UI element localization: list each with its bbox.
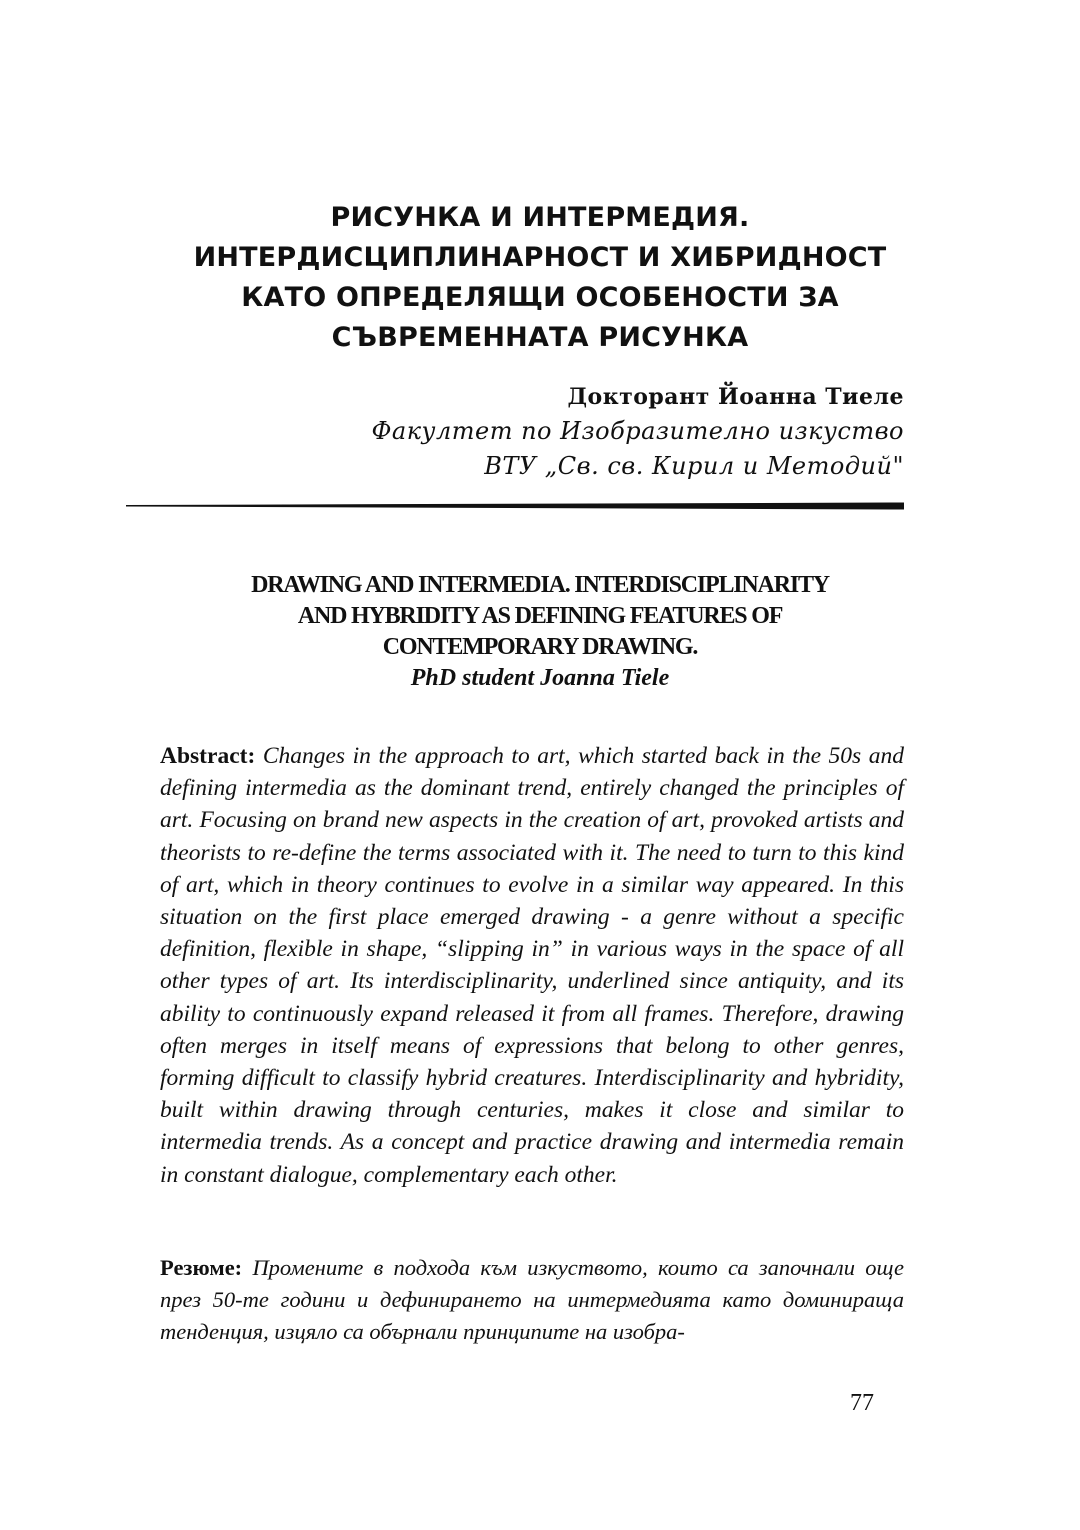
english-title: [100, 570, 980, 694]
abstract-paragraph: [160, 740, 904, 1191]
bulgarian-title: [100, 198, 980, 358]
bulgarian-title-line: РИСУНКА И ИНТЕРМЕДИЯ.: [330, 202, 750, 233]
bulgarian-title-line: СЪВРЕМЕННАТА РИСУНКА: [331, 322, 749, 353]
bulgarian-title-line: КАТО ОПРЕДЕЛЯЩИ ОСОБЕНОСТИ ЗА: [241, 282, 839, 313]
abstract-text: Changes in the approach to art, which started back in the 50s and defining intermedia as the dominant trend, entirely changed the principles of art. Focusing on brand new aspects in the creation of art, provoked artists and theorists to re-define the terms associated with it. The need to turn to this kind of art, which in theory continues to evolve in a similar way appeared. In this situation on the first place emerged drawing - a genre without a specific definition, flexible in shape, “slipping in” in various ways in the space of all other types of art. Its interdisciplinarity, underlined since antiquity, and its ability to continuously expand released it from all frames. Therefore, drawing often merges in itself means of expressions that belong to other genres, forming difficult to classify hybrid creatures. Interdisciplinarity and hybridity, built within drawing through centuries, makes it close and similar to intermedia trends. As a concept and practice drawing and intermedia remain in constant dialogue, complementary each other.: [160, 743, 904, 1188]
resume-text: Промените в подхода към изкуството, които са започнали още през 50-те години и дефинирането на интермедията като доминираща тенденция, изцяло са обърнали принципите на изобра-: [160, 1255, 905, 1344]
author-university: ВТУ „Св. св. Кирил и Методий": [484, 452, 904, 480]
bulgarian-title-line: ИНТЕРДИСЦИПЛИНАРНОСТ И ХИБРИДНОСТ: [193, 242, 887, 273]
resume-label: Резюме:: [160, 1255, 243, 1280]
english-author: PhD student Joanna Tiele: [410, 665, 670, 691]
author-name: Докторант Йоанна Тиеле: [567, 384, 904, 410]
english-title-line: CONTEMPORARY DRAWING.: [382, 634, 698, 660]
title-divider-rule: [126, 502, 904, 510]
author-block: [371, 380, 904, 484]
english-title-line: AND HYBRIDITY AS DEFINING FEATURES OF: [297, 603, 783, 629]
abstract-label: Abstract:: [160, 743, 256, 769]
english-title-line: DRAWING AND INTERMEDIA. INTERDISCIPLINARITY: [251, 572, 829, 598]
resume-paragraph: [160, 1252, 904, 1348]
author-faculty: Факултет по Изобразително изкуство: [371, 417, 904, 445]
page-number: 77: [850, 1390, 874, 1416]
